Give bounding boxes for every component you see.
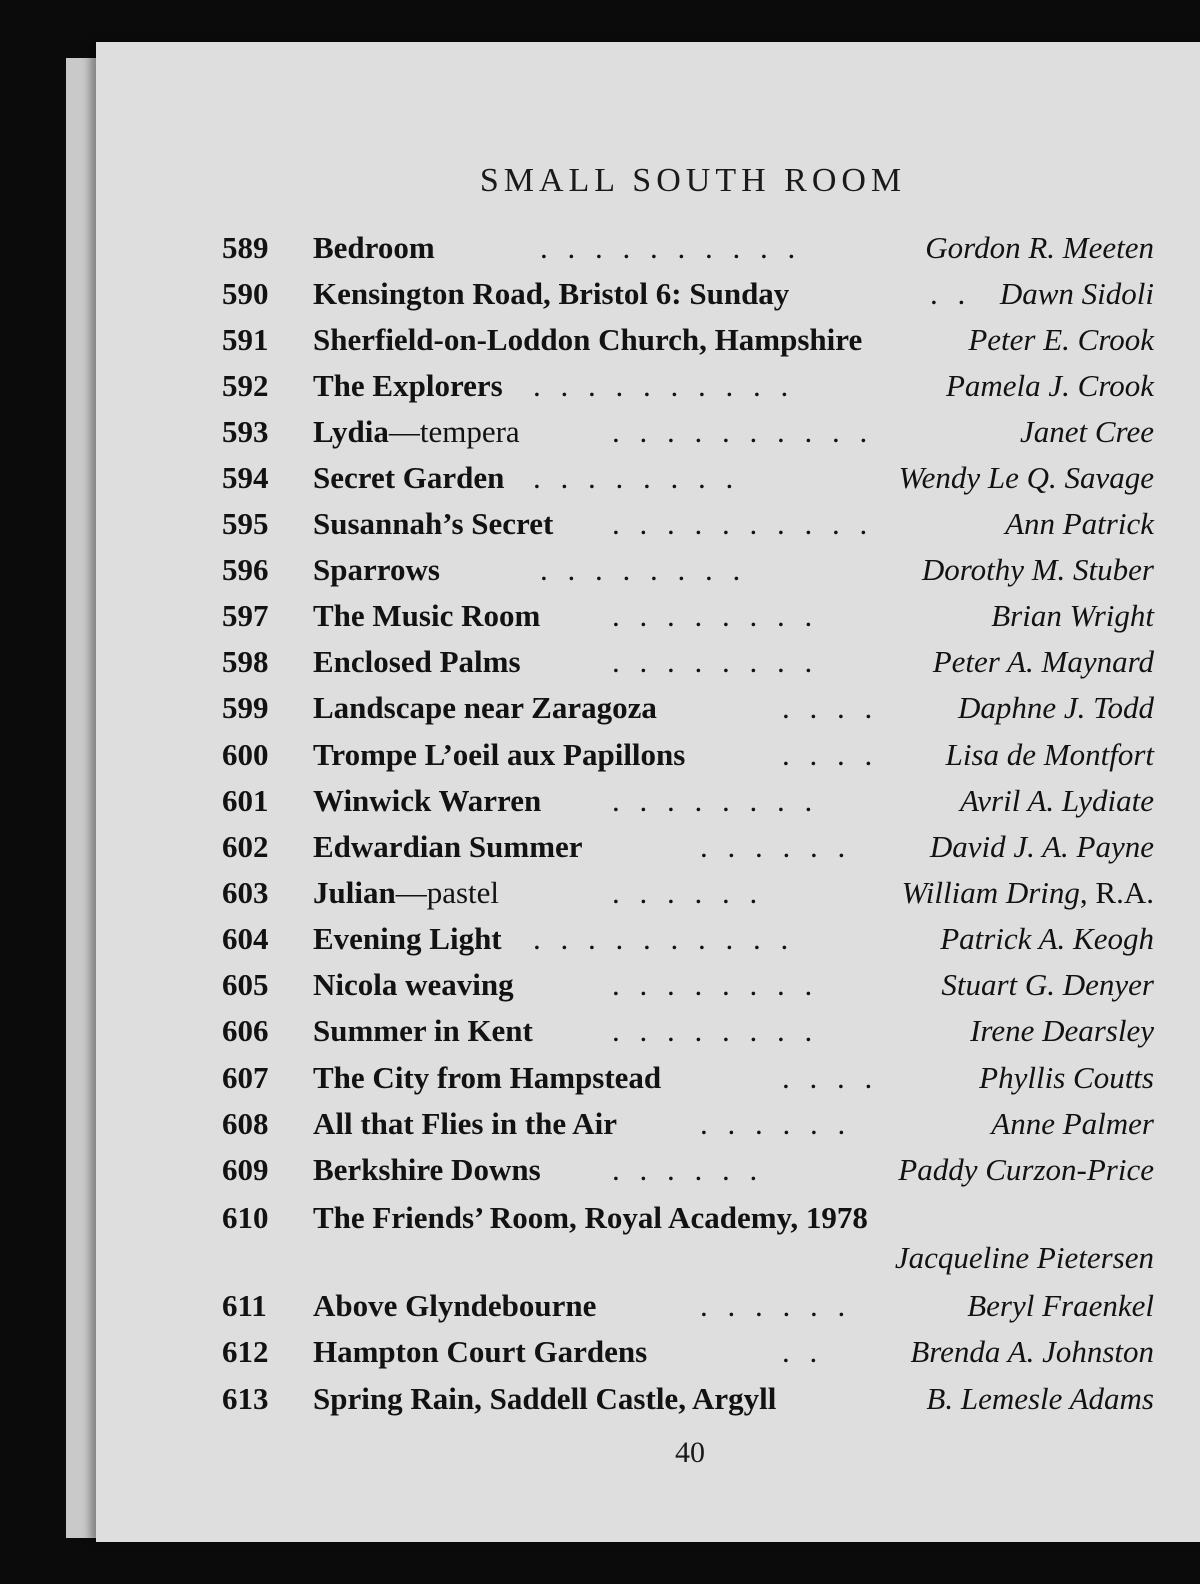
- entry-title-text: Secret Garden: [313, 460, 505, 495]
- entry-artist: [979, 1060, 1154, 1096]
- entry-title-text: Susannah’s Secret: [313, 506, 554, 541]
- entry-title-text: Nicola weaving: [313, 967, 514, 1002]
- entry-title: [313, 1106, 617, 1142]
- entry-artist-name: Irene Dearsley: [970, 1013, 1154, 1048]
- entry-title-text: The Friends’ Room, Royal Academy, 1978: [313, 1200, 868, 1235]
- catalogue-entry: [0, 875, 1200, 921]
- entry-artist-name: Stuart G. Denyer: [941, 967, 1154, 1002]
- entry-medium: —tempera: [388, 414, 520, 449]
- leader-dots: . . . . . .: [700, 829, 852, 864]
- entry-artist-name: Ann Patrick: [1005, 506, 1154, 541]
- entry-title-text: All that Flies in the Air: [313, 1106, 617, 1141]
- leader-dots: . . . .: [782, 690, 879, 725]
- catalogue-entry: [0, 829, 1200, 875]
- catalogue-entry: [0, 276, 1200, 322]
- leader-dots: . .: [782, 1334, 824, 1369]
- entry-title-text: Above Glyndebourne: [313, 1288, 597, 1323]
- catalogue-entry: [0, 1288, 1200, 1334]
- entry-number: 605: [222, 967, 269, 1002]
- entry-artist-name: Peter E. Crook: [968, 322, 1154, 357]
- entry-number: 611: [222, 1288, 267, 1323]
- catalogue-entry: [0, 921, 1200, 967]
- leader-dots: . . . . . . . .: [540, 552, 747, 587]
- entry-title: [313, 1013, 533, 1049]
- entry-artist: [967, 1288, 1154, 1324]
- leader-dots: . . . . . .: [612, 1152, 764, 1187]
- entry-number: 612: [222, 1334, 269, 1369]
- entry-artist: [933, 644, 1154, 680]
- entry-title-text: The Explorers: [313, 368, 503, 403]
- entry-artist: [960, 783, 1154, 819]
- catalogue-entry: [0, 1013, 1200, 1059]
- leader-dots: . . . .: [782, 1060, 879, 1095]
- leader-dots: . . . . . . . . . .: [612, 414, 874, 449]
- entry-artist-name: David J. A. Payne: [929, 829, 1154, 864]
- catalogue-entry: [0, 598, 1200, 644]
- entry-artist: [1005, 506, 1154, 542]
- entry-number: 592: [222, 368, 269, 403]
- entry-title: [313, 783, 541, 819]
- entry-artist-name: Dorothy M. Stuber: [921, 552, 1154, 587]
- entry-title: [313, 829, 583, 865]
- entry-number: 593: [222, 414, 269, 449]
- entry-number: 590: [222, 276, 269, 311]
- entry-title: [313, 276, 789, 312]
- entry-artist-name: Beryl Fraenkel: [967, 1288, 1154, 1323]
- entry-title: [313, 322, 862, 358]
- leader-dots: . . . . . .: [700, 1288, 852, 1323]
- entry-artist-name: Lisa de Montfort: [945, 737, 1154, 772]
- entry-title-text: Landscape near Zaragoza: [313, 690, 657, 725]
- catalogue-entry: [0, 322, 1200, 368]
- entry-title: [313, 506, 553, 542]
- entry-artist-name: Wendy Le Q. Savage: [898, 460, 1154, 495]
- catalogue-entry: [0, 230, 1200, 276]
- catalogue-entry: [0, 414, 1200, 460]
- entry-number: 598: [222, 644, 269, 679]
- entry-artist: [910, 1334, 1154, 1370]
- entry-title: [313, 1288, 596, 1324]
- catalogue-entry: [0, 368, 1200, 414]
- leader-dots: . . . . . . . .: [612, 783, 819, 818]
- catalogue-entry: [0, 644, 1200, 690]
- entry-number: 602: [222, 829, 269, 864]
- entry-artist-name: Paddy Curzon-Price: [898, 1152, 1154, 1187]
- entry-medium: —pastel: [395, 875, 500, 910]
- catalogue-entry: [0, 967, 1200, 1013]
- entry-artist: [898, 1152, 1154, 1188]
- catalogue-entry: [0, 1152, 1200, 1198]
- entry-artist: [946, 368, 1154, 404]
- entry-number: 595: [222, 506, 269, 541]
- leader-dots: . . . . . .: [612, 875, 764, 910]
- entry-title: [313, 368, 503, 404]
- leader-dots: . . . .: [782, 737, 879, 772]
- leader-dots: . . . . . . . .: [612, 598, 819, 633]
- catalogue-entry: [0, 690, 1200, 736]
- entry-artist-name: Avril A. Lydiate: [960, 783, 1154, 818]
- entry-number: 613: [222, 1381, 269, 1416]
- entry-title-text: Winwick Warren: [313, 783, 542, 818]
- catalogue-entry: [0, 1060, 1200, 1106]
- entry-number: 594: [222, 460, 269, 495]
- leader-dots: . . . . . . . .: [612, 1013, 819, 1048]
- entry-title-text: Edwardian Summer: [313, 829, 583, 864]
- entry-artist: [1000, 276, 1154, 312]
- entry-title: [313, 414, 520, 450]
- leader-dots: . . . . . . . . . .: [533, 368, 795, 403]
- entry-title-text: Evening Light: [313, 921, 502, 956]
- catalogue-entry: [0, 1106, 1200, 1152]
- entry-title-text: Spring Rain, Saddell Castle, Argyll: [313, 1381, 777, 1416]
- entry-number: 604: [222, 921, 269, 956]
- entry-artist-name: Dawn Sidoli: [999, 276, 1154, 311]
- entry-artist: [926, 1381, 1154, 1417]
- entry-artist: [1020, 414, 1154, 450]
- entry-number: 608: [222, 1106, 269, 1141]
- entry-artist-name: Brian Wright: [991, 598, 1154, 633]
- entry-title: [313, 230, 435, 266]
- leader-dots: . . . . . . . .: [612, 644, 819, 679]
- entry-number: 603: [222, 875, 269, 910]
- entry-title: [313, 460, 504, 496]
- entry-number: 609: [222, 1152, 269, 1187]
- entry-610-artist: Jacqueline Pietersen: [894, 1240, 1154, 1275]
- entry-number: 591: [222, 322, 269, 357]
- entry-title: [313, 921, 502, 957]
- entry-title-text: The City from Hampstead: [313, 1060, 662, 1095]
- leader-dots: . . . . . . . . . .: [533, 921, 795, 956]
- entry-artist: [958, 690, 1154, 726]
- entry-artist-name: Brenda A. Johnston: [910, 1334, 1154, 1369]
- entry-artist: [970, 1013, 1154, 1049]
- entry-title: [313, 1152, 541, 1188]
- entry-artist-name: Anne Palmer: [991, 1106, 1154, 1141]
- entry-artist: [902, 875, 1154, 911]
- catalogue-entry: [0, 552, 1200, 598]
- entry-number: 606: [222, 1013, 269, 1048]
- entry-title-text: Enclosed Palms: [313, 644, 521, 679]
- entry-number: 597: [222, 598, 269, 633]
- entry-title-text: Lydia: [313, 414, 389, 449]
- entry-artist: [899, 460, 1154, 496]
- entry-title: [313, 737, 685, 773]
- entry-title-text: Sparrows: [313, 552, 440, 587]
- entry-title: [313, 690, 657, 726]
- page-number: 40: [675, 1436, 705, 1469]
- entry-artist-name: Phyllis Coutts: [979, 1060, 1154, 1095]
- entry-artist: [930, 829, 1154, 865]
- leader-dots: . . . . . .: [700, 1106, 852, 1141]
- entry-title: [313, 1334, 647, 1370]
- entry-title-text: Hampton Court Gardens: [313, 1334, 648, 1369]
- catalogue-entry: [0, 460, 1200, 506]
- entry-title-text: Julian: [313, 875, 396, 910]
- entry-artist-suffix: , R.A.: [1079, 875, 1154, 910]
- entry-title-text: The Music Room: [313, 598, 541, 633]
- entry-artist: [991, 1106, 1154, 1142]
- entry-title-text: Berkshire Downs: [313, 1152, 541, 1187]
- catalogue-entry: [0, 1334, 1200, 1380]
- catalogue-entry: [0, 737, 1200, 783]
- entry-artist-name: B. Lemesle Adams: [926, 1381, 1154, 1416]
- entry-number: 600: [222, 737, 269, 772]
- entry-title: [313, 644, 521, 680]
- entry-title: [313, 552, 440, 588]
- entry-title-text: Summer in Kent: [313, 1013, 533, 1048]
- entry-number: 596: [222, 552, 269, 587]
- entry-artist-name: Daphne J. Todd: [957, 690, 1154, 725]
- entry-artist: [925, 230, 1154, 266]
- catalogue-entry: [0, 1381, 1200, 1427]
- entry-title-text: Trompe L’oeil aux Papillons: [313, 737, 686, 772]
- entry-artist: [922, 552, 1154, 588]
- leader-dots: . .: [930, 276, 972, 311]
- entry-number: 601: [222, 783, 269, 818]
- entry-artist-name: Peter A. Maynard: [932, 644, 1154, 679]
- entry-artist: [940, 921, 1154, 957]
- leader-dots: . . . . . . . . . .: [612, 506, 874, 541]
- catalogue-entry: [0, 506, 1200, 552]
- entry-artist-name: Gordon R. Meeten: [925, 230, 1154, 265]
- entry-title: [313, 1200, 868, 1236]
- entry-number: 599: [222, 690, 269, 725]
- entry-title: [313, 875, 499, 911]
- entry-title-text: Sherfield-on-Loddon Church, Hampshire: [313, 322, 863, 357]
- catalogue-entry: [0, 783, 1200, 829]
- entry-artist-name: Janet Cree: [1020, 414, 1154, 449]
- room-heading: SMALL SOUTH ROOM: [479, 162, 907, 199]
- leader-dots: . . . . . . . .: [533, 460, 740, 495]
- entry-artist-name: Pamela J. Crook: [945, 368, 1154, 403]
- leader-dots: . . . . . . . . . .: [540, 230, 802, 265]
- entry-artist: [968, 322, 1154, 358]
- entry-artist: [991, 598, 1154, 634]
- entry-artist: [941, 967, 1154, 1003]
- entry-artist: [946, 737, 1154, 773]
- leader-dots: . . . . . . . .: [612, 967, 819, 1002]
- entry-title-text: Kensington Road, Bristol 6: Sunday: [313, 276, 790, 311]
- entry-number: 610: [222, 1200, 269, 1235]
- entry-title: [313, 598, 540, 634]
- entry-artist-name: William Dring: [901, 875, 1080, 910]
- entry-number: 607: [222, 1060, 269, 1095]
- entry-number: 589: [222, 230, 269, 265]
- entry-title: [313, 1060, 661, 1096]
- entry-artist-name: Patrick A. Keogh: [940, 921, 1154, 956]
- entry-title-text: Bedroom: [313, 230, 435, 265]
- entry-title: [313, 1381, 776, 1417]
- entry-title: [313, 967, 514, 1003]
